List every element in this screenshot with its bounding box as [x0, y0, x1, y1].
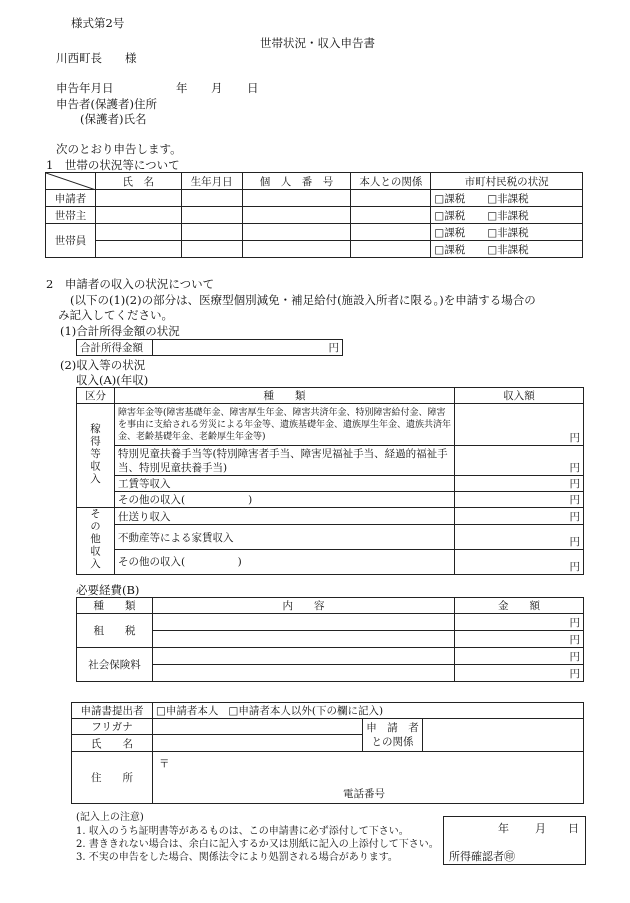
income-type: 障害年金等(障害基礎年金、障害厚生年金、障害共済年金、特別障害給付金、障害を事由に支給される労災による年金等、遺族基礎年金、遺族厚生年金、遺族共済年金、老齢基礎年金、老齢厚生年金等)	[115, 404, 455, 446]
income-confirmer-box[interactable]	[443, 816, 586, 865]
income-type: 特別児童扶養手当等(特別障害者手当、障害児福祉手当、経過的福祉手当、特別児童扶養手当)	[115, 446, 455, 476]
form-number: 様式第2号	[71, 16, 125, 30]
yen-unit: 円	[569, 478, 580, 490]
submitter-options[interactable]	[153, 703, 584, 719]
row-label: 世帯員	[46, 224, 96, 258]
yen-unit: 円	[569, 494, 580, 506]
relation-field[interactable]	[423, 719, 584, 752]
income-amount[interactable]	[455, 492, 584, 508]
applicant-name-label: (保護者)氏名	[80, 112, 147, 126]
income-amount[interactable]	[455, 550, 584, 574]
income-amount[interactable]	[455, 446, 584, 476]
yen-unit: 円	[569, 667, 580, 680]
number-cell[interactable]	[242, 241, 351, 258]
confirm-year: 年	[498, 822, 509, 835]
section1-heading: 1 世帯の状況等について	[46, 158, 180, 172]
notes-heading: (記入上の注意)	[76, 812, 144, 823]
untaxed-checkbox[interactable]: □非課税	[487, 243, 529, 256]
applicant-address-label: 申告者(保護者)住所	[56, 97, 157, 111]
section2-note-1: (以下の(1)(2)の部分は、医療型個別減免・補足給付(施設入所者に限る。)を申請する場合の	[70, 293, 536, 307]
income-amount[interactable]	[455, 525, 584, 550]
taxed-checkbox[interactable]: □課税	[434, 226, 466, 239]
col-birthdate: 生年月日	[181, 173, 242, 190]
diagonal-line	[46, 173, 96, 190]
relation-cell[interactable]	[351, 241, 431, 258]
date-day: 日	[247, 81, 259, 95]
name-cell[interactable]	[95, 241, 181, 258]
col-name: 氏 名	[95, 173, 181, 190]
taxed-checkbox[interactable]: □課税	[434, 192, 466, 205]
address-label: 住 所	[72, 752, 153, 804]
subsection1-heading: (1)合計所得金額の状況	[60, 324, 180, 338]
expense-content[interactable]	[153, 648, 455, 665]
birth-cell[interactable]	[181, 207, 242, 224]
yen-unit: 円	[569, 633, 580, 646]
number-cell[interactable]	[242, 190, 351, 207]
page-title: 世帯状況・収入申告書	[260, 36, 375, 50]
col-expense-content: 内 容	[153, 598, 455, 614]
col-type: 種 類	[115, 388, 455, 404]
corner-cell	[46, 173, 96, 190]
yen-unit: 円	[569, 510, 580, 523]
income-amount[interactable]	[455, 476, 584, 492]
expense-content[interactable]	[153, 631, 455, 648]
income-type: 不動産等による家賃収入	[115, 525, 455, 550]
section2-heading: 2 申請者の収入の状況について	[46, 277, 215, 291]
date-year: 年	[176, 81, 188, 95]
expense-b-heading: 必要経費(B)	[76, 583, 140, 597]
confirmer-label: 所得確認者㊞	[449, 850, 515, 863]
expense-amount[interactable]	[455, 614, 584, 631]
furigana-label: フリガナ	[72, 719, 153, 735]
col-amount: 収入額	[455, 388, 584, 404]
other-income-label: その他収入	[89, 508, 101, 571]
expense-amount[interactable]	[455, 665, 584, 682]
tax-cell[interactable]	[431, 190, 583, 207]
income-type: その他の収入( )	[115, 492, 455, 508]
yen-unit: 円	[328, 342, 339, 354]
untaxed-checkbox[interactable]: □非課税	[487, 226, 529, 239]
income-type: 仕送り収入	[115, 508, 455, 525]
income-type: その他の収入( )	[115, 550, 455, 574]
furigana-field[interactable]	[153, 719, 363, 735]
name-cell[interactable]	[95, 224, 181, 241]
number-cell[interactable]	[242, 224, 351, 241]
expense-amount[interactable]	[455, 631, 584, 648]
yen-unit: 円	[569, 462, 580, 474]
expense-content[interactable]	[153, 614, 455, 631]
birth-cell[interactable]	[181, 241, 242, 258]
income-table	[76, 387, 584, 575]
yen-unit: 円	[569, 432, 580, 444]
relation-cell[interactable]	[351, 207, 431, 224]
date-month: 月	[211, 81, 223, 95]
yen-unit: 円	[569, 616, 580, 629]
subsection2-heading: (2)収入等の状況	[60, 358, 146, 372]
income-a-heading: 収入(A)(年収)	[76, 373, 149, 387]
earned-income-label: 稼得等収入	[89, 422, 101, 486]
col-category: 区分	[77, 388, 115, 404]
date-label: 申告年月日	[56, 81, 114, 95]
household-table	[45, 172, 583, 258]
note-item: 3. 不実の申告をした場合、関係法令により処罰される場合があります。	[76, 852, 398, 863]
submitter-table	[71, 702, 584, 804]
relation-cell[interactable]	[351, 224, 431, 241]
name-label: 氏 名	[72, 735, 153, 752]
self-checkbox[interactable]: □申請者本人	[156, 705, 219, 717]
relation-cell[interactable]	[351, 190, 431, 207]
address-field[interactable]	[153, 752, 584, 804]
confirm-day: 日	[568, 822, 579, 835]
phone-label: 電話番号	[343, 788, 385, 800]
untaxed-checkbox[interactable]: □非課税	[487, 192, 529, 205]
row-label: 世帯主	[46, 207, 96, 224]
row-label: 申請者	[46, 190, 96, 207]
expense-amount[interactable]	[455, 648, 584, 665]
relation-label: 申 請 者 との関係	[363, 719, 423, 752]
name-field[interactable]	[153, 735, 363, 752]
col-expense-type: 種 類	[77, 598, 153, 614]
col-tax-status: 市町村民税の状況	[431, 173, 583, 190]
tax-cell[interactable]	[431, 224, 583, 241]
tax-cell[interactable]	[431, 241, 583, 258]
confirm-month: 月	[535, 822, 546, 835]
expense-content[interactable]	[153, 665, 455, 682]
col-relation: 本人との関係	[351, 173, 431, 190]
expense-group-insurance: 社会保険料	[77, 648, 153, 682]
total-income-value[interactable]	[153, 340, 343, 356]
untaxed-checkbox[interactable]: □非課税	[487, 209, 529, 222]
expense-group-tax: 租 税	[77, 614, 153, 648]
birth-cell[interactable]	[181, 190, 242, 207]
income-amount[interactable]	[455, 508, 584, 525]
expense-table	[76, 597, 584, 682]
col-expense-amount: 金 額	[455, 598, 584, 614]
total-income-label: 合計所得金額	[77, 340, 153, 356]
section2-note-2: み記入してください。	[58, 308, 173, 322]
number-cell[interactable]	[242, 207, 351, 224]
yen-unit: 円	[569, 536, 580, 549]
postal-mark: 〒	[159, 758, 170, 770]
taxed-checkbox[interactable]: □課税	[434, 243, 466, 256]
name-cell[interactable]	[95, 207, 181, 224]
submitter-label: 申請書提出者	[72, 703, 153, 719]
income-type: 工賃等収入	[115, 476, 455, 492]
note-item: 1. 収入のうち証明書等があるものは、この申請書に必ず添付して下さい。	[76, 826, 409, 837]
yen-unit: 円	[569, 650, 580, 663]
other-income-group	[77, 508, 115, 575]
note-item: 2. 書ききれない場合は、余白に記入するか又は別紙に記入の上添付して下さい。	[76, 839, 439, 850]
yen-unit: 円	[569, 560, 580, 573]
intro-text: 次のとおり申告します。	[56, 142, 182, 156]
income-amount[interactable]	[455, 404, 584, 446]
name-cell[interactable]	[95, 190, 181, 207]
tax-cell[interactable]	[431, 207, 583, 224]
other-checkbox[interactable]: □申請者本人以外(下の欄に記入)	[228, 705, 384, 717]
earned-income-group	[77, 404, 115, 508]
taxed-checkbox[interactable]: □課税	[434, 209, 466, 222]
total-income-table	[76, 339, 343, 356]
addressee: 川西町長 様	[56, 51, 137, 65]
birth-cell[interactable]	[181, 224, 242, 241]
col-personal-number: 個 人 番 号	[242, 173, 351, 190]
